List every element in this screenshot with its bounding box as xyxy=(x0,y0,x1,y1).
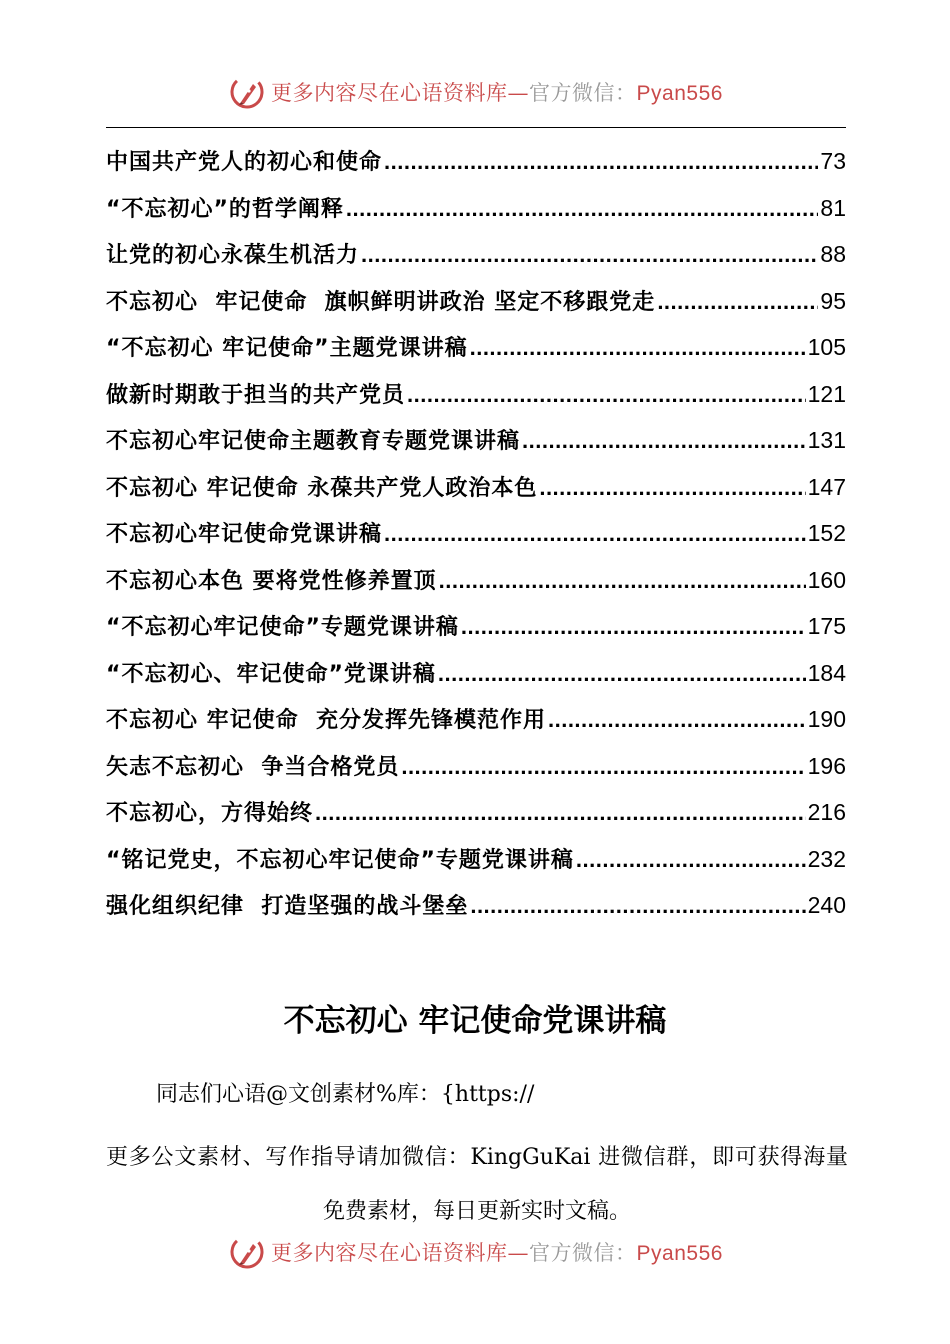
toc-entry-title: “铭记党史，不忘初心牢记使命”专题党课讲稿 xyxy=(106,847,574,873)
toc-entry[interactable] xyxy=(106,510,846,557)
toc-entry-title: “不忘初心、牢记使命”党课讲稿 xyxy=(106,661,436,687)
toc-entry[interactable] xyxy=(106,278,846,325)
toc-entry-title: 不忘初心牢记使命主题教育专题党课讲稿 xyxy=(106,429,521,454)
toc-entry-page: 131 xyxy=(807,427,846,453)
toc-entry-page: 175 xyxy=(807,613,846,639)
toc-entry-page: 216 xyxy=(807,799,846,825)
toc-entry-page: 121 xyxy=(807,380,846,407)
toc-leader-dots xyxy=(438,651,806,697)
toc-entry-title: “不忘初心 牢记使命”主题党课讲稿 xyxy=(106,336,468,361)
toc-entry-title: “不忘初心牢记使命”专题党课讲稿 xyxy=(106,615,459,640)
toc-entry[interactable] xyxy=(106,324,846,371)
toc-entry-page: 88 xyxy=(820,241,846,267)
toc-entry[interactable] xyxy=(106,743,846,790)
toc-entry-title: 让党的初心永葆生机活力 xyxy=(106,243,360,268)
section-heading: 不忘初心 牢记使命党课讲稿 xyxy=(283,1003,667,1039)
toc-entry[interactable] xyxy=(106,417,846,464)
toc-leader-dots xyxy=(401,744,805,790)
toc-leader-dots xyxy=(548,697,806,743)
toc-entry[interactable] xyxy=(106,603,846,650)
toc-leader-dots xyxy=(361,232,818,278)
toc-entry-page: 160 xyxy=(807,566,846,593)
toc-entry[interactable] xyxy=(106,231,846,278)
toc-leader-dots xyxy=(461,604,806,650)
toc-entry-title: 强化组织纪律 打造坚强的战斗堡垒 xyxy=(106,894,469,919)
toc-leader-dots xyxy=(407,372,806,418)
footer-watermark xyxy=(0,1232,950,1272)
toc-entry[interactable] xyxy=(106,138,846,185)
toc-entry-page: 232 xyxy=(807,845,846,872)
toc-entry-page: 190 xyxy=(807,706,846,732)
toc-entry-title: 不忘初心，方得始终 xyxy=(106,801,314,826)
toc-leader-dots xyxy=(384,139,818,185)
toc-entry-page: 152 xyxy=(807,520,846,546)
header-watermark xyxy=(0,72,950,112)
toc-entry-title: 矢志不忘初心 争当合格党员 xyxy=(106,754,400,780)
toc-entry-page: 95 xyxy=(820,287,846,314)
toc-entry[interactable] xyxy=(106,696,846,743)
toc-entry-title: 不忘初心 牢记使命 旗帜鲜明讲政治 坚定不移跟党走 xyxy=(106,289,656,315)
header-rule xyxy=(106,127,846,128)
toc-leader-dots xyxy=(470,325,806,371)
toc-entry-page: 240 xyxy=(807,892,846,918)
toc-entry-page: 81 xyxy=(820,194,846,221)
toc-entry[interactable] xyxy=(106,371,846,418)
toc-entry[interactable] xyxy=(106,557,846,604)
toc-leader-dots xyxy=(384,511,806,557)
toc-leader-dots xyxy=(315,790,806,836)
body-paragraph-greeting: 同志们心语@文创素材%库：{https:// xyxy=(156,1082,535,1107)
toc-entry[interactable] xyxy=(106,789,846,836)
table-of-contents xyxy=(106,138,846,929)
toc-entry-title: 不忘初心本色 要将党性修养置顶 xyxy=(106,568,437,594)
toc-entry[interactable] xyxy=(106,882,846,929)
watermark-text: 更多内容尽在心语资料库—官方微信：Pyan556 xyxy=(271,81,723,105)
toc-entry-title: 不忘初心牢记使命党课讲稿 xyxy=(106,522,383,547)
toc-entry-page: 105 xyxy=(807,334,846,360)
toc-leader-dots xyxy=(470,883,805,929)
toc-leader-dots xyxy=(346,186,818,232)
toc-entry-title: 不忘初心 牢记使命 永葆共产党人政治本色 xyxy=(106,475,538,501)
toc-entry-title: 做新时期敢于担当的共产党员 xyxy=(106,382,406,408)
toc-leader-dots xyxy=(576,837,806,883)
toc-entry-page: 147 xyxy=(807,473,846,500)
toc-entry-page: 73 xyxy=(820,148,846,174)
toc-entry-title: 不忘初心 牢记使命 充分发挥先锋模范作用 xyxy=(106,708,546,733)
toc-entry-page: 196 xyxy=(807,752,846,779)
toc-entry-page: 184 xyxy=(807,659,846,686)
toc-leader-dots xyxy=(439,558,806,604)
toc-entry[interactable] xyxy=(106,185,846,232)
toc-entry-title: “不忘初心”的哲学阐释 xyxy=(106,196,344,222)
toc-entry[interactable] xyxy=(106,650,846,697)
toc-leader-dots xyxy=(522,418,806,464)
pen-nib-logo-icon xyxy=(227,72,267,112)
toc-leader-dots xyxy=(657,279,818,325)
toc-entry[interactable] xyxy=(106,464,846,511)
toc-entry-title: 中国共产党人的初心和使命 xyxy=(106,150,383,175)
pen-nib-logo-icon xyxy=(227,1232,267,1272)
toc-entry[interactable] xyxy=(106,836,846,883)
toc-leader-dots xyxy=(539,465,805,511)
watermark-text: 更多内容尽在心语资料库—官方微信：Pyan556 xyxy=(271,1241,723,1265)
body-paragraph-promo: 更多公文素材、写作指导请加微信：KingGuKai 进微信群，即可获得海量免费素材，每日更新实时文稿。 xyxy=(106,1145,848,1224)
